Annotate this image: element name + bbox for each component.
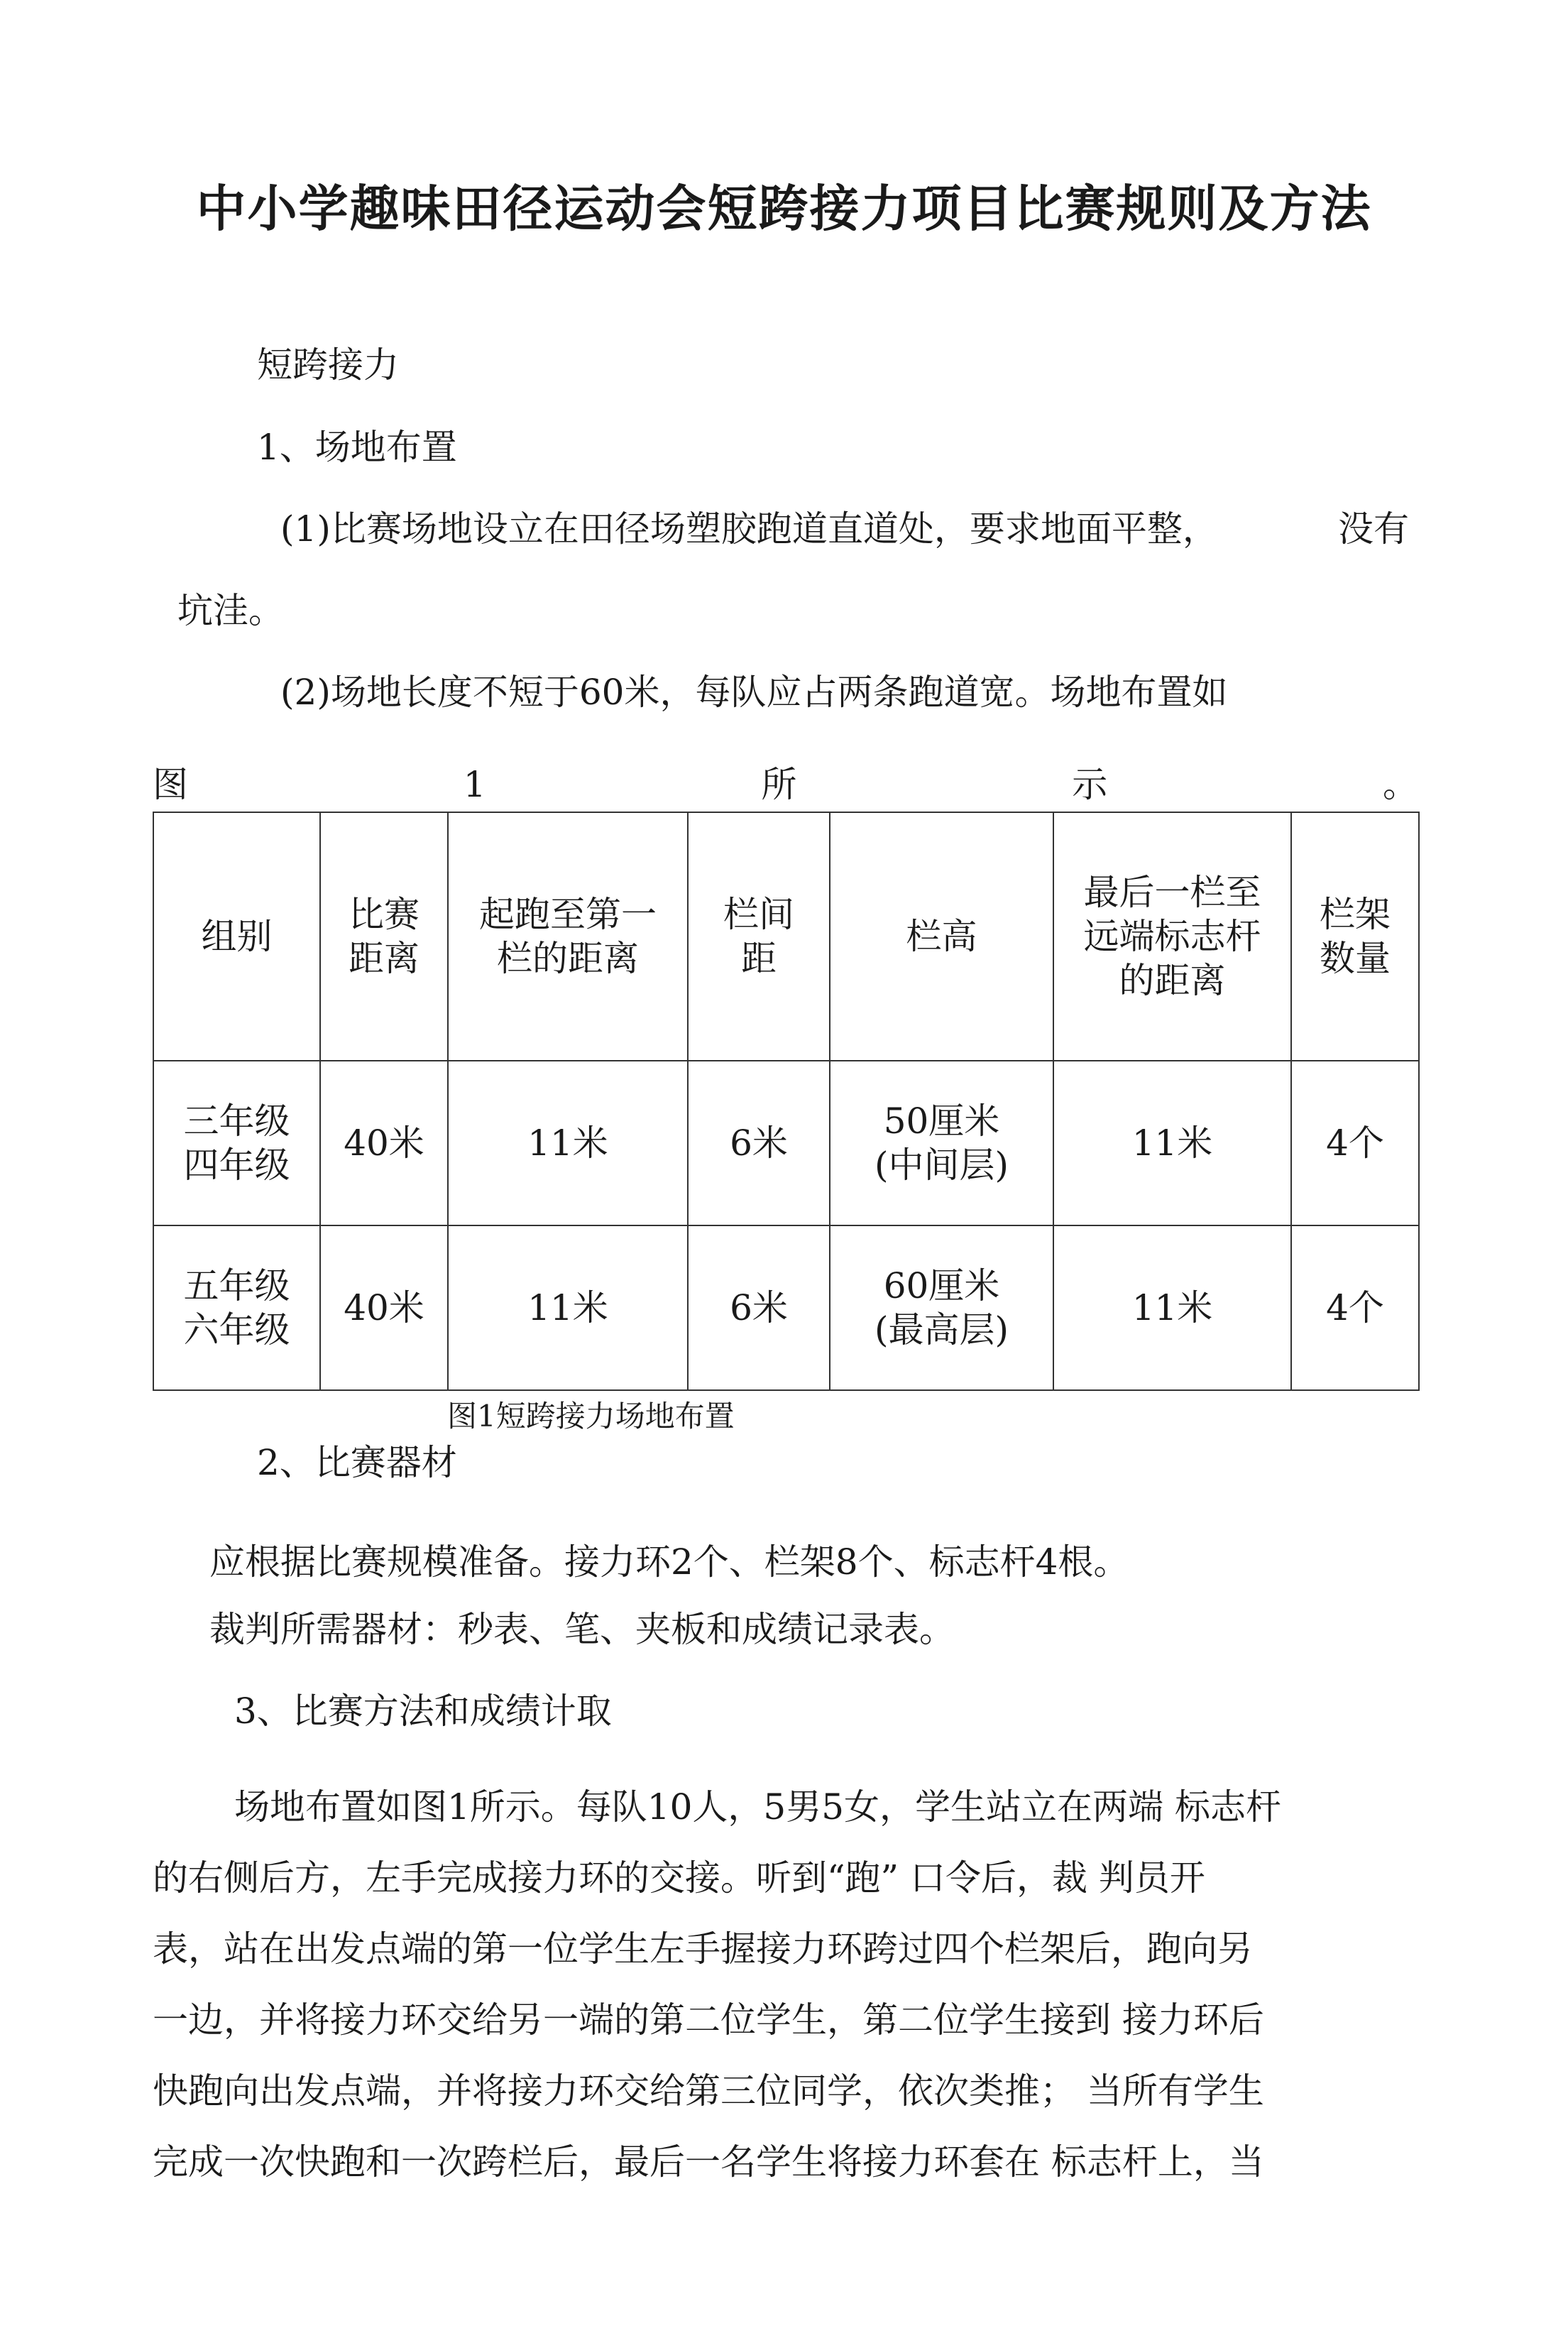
p2-part: 示 <box>1072 764 1108 805</box>
s3-line: 表，站在出发点端的第一位学生左手握接力环跨过四个栏架后，跑向另 <box>153 1928 1253 1970</box>
cell-spacing: 6米 <box>688 1061 830 1225</box>
cell-count: 4个 <box>1291 1225 1419 1390</box>
s1-p2-line2 <box>153 763 1418 806</box>
cell-spacing: 6米 <box>688 1225 830 1390</box>
s3-heading: 3、比赛方法和成绩计取 <box>234 1691 612 1732</box>
cell-group: 五年级 六年级 <box>153 1225 320 1390</box>
header-start-to-first: 起跑至第一 栏的距离 <box>448 812 688 1061</box>
s3-line: 场地布置如图1所示。每队10人，5男5女，学生站立在两端 标志杆 <box>234 1786 1281 1828</box>
s1-p1-line2: 坑洼。 <box>177 590 284 631</box>
p2-part: 。 <box>1383 764 1418 805</box>
cell-last-to-pole: 11米 <box>1053 1225 1291 1390</box>
s3-line: 完成一次快跑和一次跨栏后，最后一名学生将接力环套在 标志杆上，当 <box>153 2141 1264 2183</box>
table-row <box>153 1061 1419 1225</box>
s2-line2: 裁判所需器材：秒表、笔、夹板和成绩记录表。 <box>209 1609 955 1650</box>
page-title: 中小学趣味田径运动会短跨接力项目比赛规则及方法 <box>196 180 1372 238</box>
s3-line: 的右侧后方，左手完成接力环的交接。听到“跑” 口令后，裁 判员开 <box>153 1857 1205 1899</box>
cell-start-to-first: 11米 <box>448 1061 688 1225</box>
p2-part: 1 <box>463 764 486 805</box>
s1-p1-line1: (1)比赛场地设立在田径场塑胶跑道直道处，要求地面平整， <box>280 508 1218 550</box>
s1-heading: 1、场地布置 <box>257 427 457 468</box>
s3-line: 快跑向出发点端，并将接力环交给第三位同学，依次类推； 当所有学生 <box>153 2070 1264 2112</box>
table-row <box>153 1225 1419 1390</box>
header-group: 组别 <box>153 812 320 1061</box>
cell-last-to-pole: 11米 <box>1053 1061 1291 1225</box>
header-spacing: 栏间 距 <box>688 812 830 1061</box>
cell-start-to-first: 11米 <box>448 1225 688 1390</box>
field-layout-table <box>153 812 1420 1391</box>
s1-p1-tail: 没有 <box>1338 508 1409 550</box>
cell-count: 4个 <box>1291 1061 1419 1225</box>
p2-part: 图 <box>153 764 188 805</box>
s3-line: 一边，并将接力环交给另一端的第二位学生，第二位学生接到 接力环后 <box>153 1999 1264 2041</box>
header-last-to-pole: 最后一栏至 远端标志杆 的距离 <box>1053 812 1291 1061</box>
s2-heading: 2、比赛器材 <box>257 1442 457 1483</box>
header-count: 栏架 数量 <box>1291 812 1419 1061</box>
cell-group: 三年级 四年级 <box>153 1061 320 1225</box>
cell-height: 50厘米 (中间层) <box>830 1061 1053 1225</box>
section-heading: 短跨接力 <box>257 344 399 386</box>
s1-p2-line1: (2)场地长度不短于60米，每队应占两条跑道宽。场地布置如 <box>280 672 1228 713</box>
s2-line1: 应根据比赛规模准备。接力环2个、栏架8个、标志杆4根。 <box>209 1541 1129 1583</box>
header-height: 栏高 <box>830 812 1053 1061</box>
header-distance: 比赛 距离 <box>320 812 448 1061</box>
cell-distance: 40米 <box>320 1061 448 1225</box>
p2-part: 所 <box>761 764 797 805</box>
cell-height: 60厘米 (最高层) <box>830 1225 1053 1390</box>
table-caption: 图1短跨接力场地布置 <box>447 1399 735 1433</box>
cell-distance: 40米 <box>320 1225 448 1390</box>
table-header-row <box>153 812 1419 1061</box>
